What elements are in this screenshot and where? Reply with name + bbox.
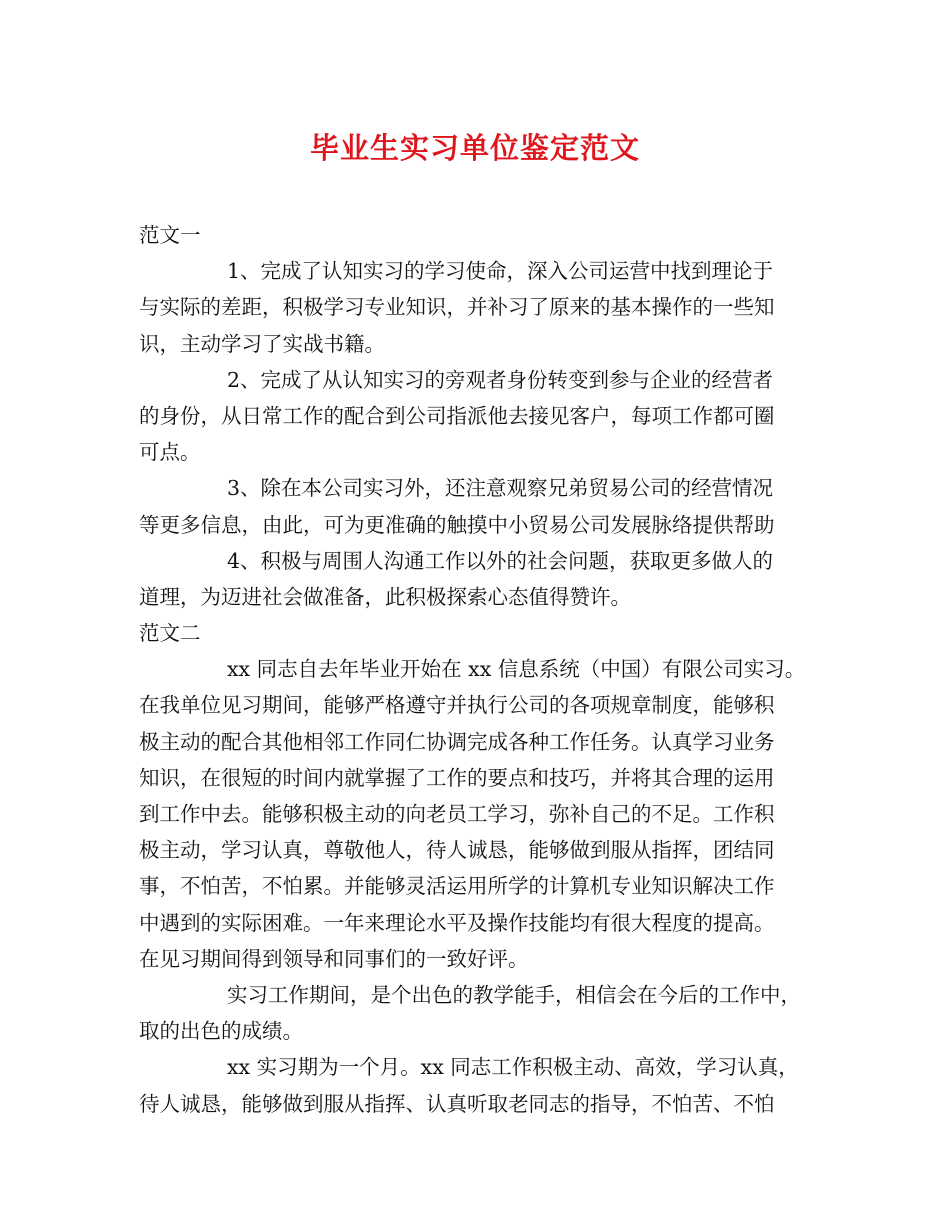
text-line: 到工作中去。能够积极主动的向老员工学习，弥补自己的不足。工作积 xyxy=(139,802,775,826)
text-line: 道理，为迈进社会做准备，此积极探索心态值得赞许。 xyxy=(139,584,631,609)
text-line: 可点。 xyxy=(139,440,201,465)
text-line: 取的出色的成绩。 xyxy=(139,1019,303,1044)
text-line: 3、除在本公司实习外，还注意观察兄弟贸易公司的经营情况 xyxy=(227,476,774,501)
text-line: 极主动，学习认真，尊敬他人，待人诚恳，能够做到服从指挥，团结同 xyxy=(139,838,775,863)
text-line: 与实际的差距，积极学习专业知识，并补习了原来的基本操作的一些知 xyxy=(139,295,775,320)
text-line: 待人诚恳，能够做到服从指挥、认真听取老同志的指导，不怕苦、不怕 xyxy=(139,1091,775,1116)
text-line: 等更多信息，由此，可为更准确的触摸中小贸易公司发展脉络提供帮助 xyxy=(139,512,775,537)
text-line: 在见习期间得到领导和同事们的一致好评。 xyxy=(139,946,529,971)
text-line: 1、完成了认知实习的学习使命，深入公司运营中找到理论于 xyxy=(227,259,774,284)
text-line: 事，不怕苦，不怕累。并能够灵活运用所学的计算机专业知识解决工作 xyxy=(139,874,775,899)
text-line: 实习工作期间，是个出色的教学能手，相信会在今后的工作中， xyxy=(227,982,801,1007)
text-line: 的身份，从日常工作的配合到公司指派他去接见客户，每项工作都可圈 xyxy=(139,403,775,428)
text-line: 范文一 xyxy=(139,223,201,247)
document-body xyxy=(139,217,829,1122)
text-line: 识，主动学习了实战书籍。 xyxy=(139,331,385,356)
text-line: xx 实习期为一个月。xx 同志工作积极主动、高效，学习认真， xyxy=(227,1055,799,1080)
text-line: 知识，在很短的时间内就掌握了工作的要点和技巧，并将其合理的运用 xyxy=(139,765,775,790)
text-line: 中遇到的实际困难。一年来理论水平及操作技能均有很大程度的提高。 xyxy=(139,910,775,935)
text-line: 极主动的配合其他相邻工作同仁协调完成各种工作任务。认真学习业务 xyxy=(139,729,775,754)
text-line: 4、积极与周围人沟通工作以外的社会问题，获取更多做人的 xyxy=(227,548,774,573)
text-line: xx 同志自去年毕业开始在 xx 信息系统（中国）有限公司实习。 xyxy=(227,657,806,682)
page-title: 毕业生实习单位鉴定范文 xyxy=(309,131,640,165)
text-line: 范文二 xyxy=(139,621,201,646)
text-line: 在我单位见习期间，能够严格遵守并执行公司的各项规章制度，能够积 xyxy=(139,693,775,718)
text-line: 2、完成了从认知实习的旁观者身份转变到参与企业的经营者 xyxy=(227,367,774,392)
